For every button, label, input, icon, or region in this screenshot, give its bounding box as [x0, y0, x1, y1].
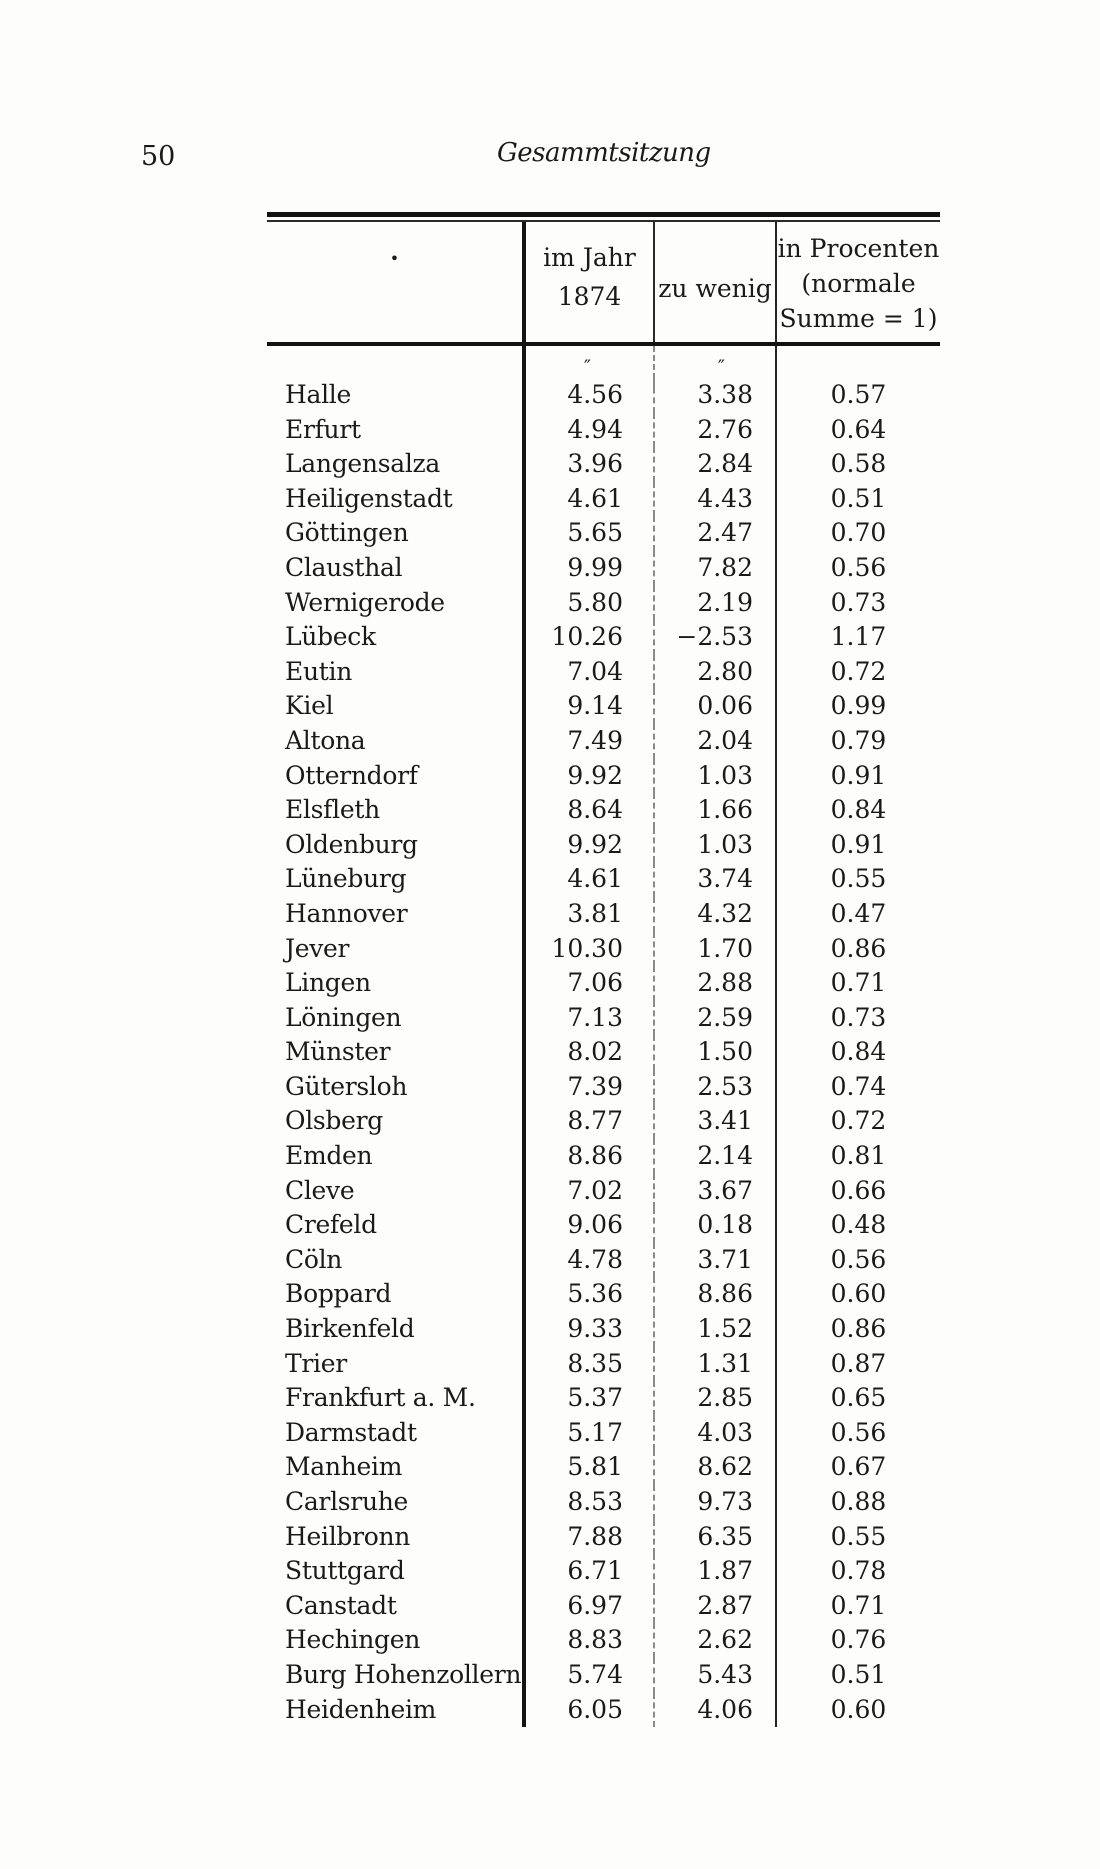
value-zu-wenig-cell: 0.06 — [653, 689, 775, 724]
value-1874-cell: 4.78 — [522, 1243, 653, 1278]
city-name-cell: Otterndorf — [285, 760, 418, 790]
table-row — [267, 689, 940, 724]
value-procent-cell: 0.55 — [775, 862, 940, 897]
table-header-row — [267, 222, 940, 346]
header-empty-cell — [267, 222, 522, 342]
city-name-cell: Langensalza — [285, 449, 441, 479]
table-row — [267, 413, 940, 448]
city-name-cell: Münster — [285, 1037, 391, 1067]
table-row — [267, 1208, 940, 1243]
city-name-cell: Löningen — [285, 1002, 402, 1032]
table-row — [267, 1693, 940, 1728]
value-1874-cell: 9.14 — [522, 689, 653, 724]
value-procent-cell: 0.56 — [775, 1416, 940, 1451]
value-1874-cell: 6.71 — [522, 1554, 653, 1589]
header-procenten-line1: in Procenten — [777, 234, 940, 263]
city-name-cell: Göttingen — [285, 518, 409, 548]
city-name-cell: Hannover — [285, 898, 408, 928]
value-procent-cell: 0.84 — [775, 1035, 940, 1070]
value-procent-cell: 0.99 — [775, 689, 940, 724]
table-top-double-rule — [267, 212, 940, 222]
table-row — [267, 551, 940, 586]
city-name-cell: Burg Hohenzollern — [285, 1659, 522, 1689]
value-procent-cell: 1.17 — [775, 620, 940, 655]
table-row — [267, 1035, 940, 1070]
table-row — [267, 1520, 940, 1555]
value-procent-cell: 0.88 — [775, 1485, 940, 1520]
value-procent-cell: 0.74 — [775, 1070, 940, 1105]
value-procent-cell: 0.91 — [775, 828, 940, 863]
value-procent-cell: 0.48 — [775, 1208, 940, 1243]
value-zu-wenig-cell: 6.35 — [653, 1520, 775, 1555]
header-procenten-cell — [775, 222, 940, 342]
table-row — [267, 1104, 940, 1139]
city-name-cell: Lübeck — [285, 622, 376, 652]
header-zu-wenig-label: zu wenig — [658, 274, 772, 303]
city-name-cell: Erfurt — [285, 414, 361, 444]
table-row — [267, 1450, 940, 1485]
city-name-cell: Heidenheim — [285, 1694, 437, 1724]
value-procent-cell: 0.60 — [775, 1277, 940, 1312]
city-name-cell: Cleve — [285, 1175, 355, 1205]
value-zu-wenig-cell: 1.31 — [653, 1347, 775, 1382]
value-procent-cell: 0.72 — [775, 655, 940, 690]
table-row — [267, 1623, 940, 1658]
table-row — [267, 447, 940, 482]
table-row — [267, 897, 940, 932]
city-name-cell: Wernigerode — [285, 587, 445, 617]
value-procent-cell: 0.76 — [775, 1623, 940, 1658]
value-zu-wenig-cell: 1.03 — [653, 759, 775, 794]
value-procent-cell: 0.73 — [775, 586, 940, 621]
table-row — [267, 655, 940, 690]
value-1874-cell: 8.02 — [522, 1035, 653, 1070]
value-1874-cell: 9.92 — [522, 759, 653, 794]
table-row — [267, 1589, 940, 1624]
value-1874-cell: 6.05 — [522, 1693, 653, 1728]
value-1874-cell: 4.61 — [522, 482, 653, 517]
value-1874-cell: 5.17 — [522, 1416, 653, 1451]
value-1874-cell: 8.35 — [522, 1347, 653, 1382]
city-name-cell: Heiligenstadt — [285, 483, 453, 513]
value-zu-wenig-cell: 7.82 — [653, 551, 775, 586]
value-zu-wenig-cell: 1.03 — [653, 828, 775, 863]
value-procent-cell: 0.55 — [775, 1520, 940, 1555]
value-zu-wenig-cell: 2.62 — [653, 1623, 775, 1658]
city-name-cell: Trier — [285, 1348, 347, 1378]
value-procent-cell: 0.73 — [775, 1001, 940, 1036]
table-row — [267, 620, 940, 655]
value-1874-cell: 7.49 — [522, 724, 653, 759]
value-1874-cell: 7.04 — [522, 655, 653, 690]
city-name-cell: Frankfurt a. M. — [285, 1383, 476, 1413]
value-1874-cell: 5.65 — [522, 516, 653, 551]
header-procenten-line2: (normale — [801, 269, 916, 298]
table-row — [267, 1416, 940, 1451]
value-zu-wenig-cell: 3.41 — [653, 1104, 775, 1139]
table-row — [267, 724, 940, 759]
city-name-cell: Darmstadt — [285, 1417, 417, 1447]
value-procent-cell: 0.56 — [775, 1243, 940, 1278]
header-zu-wenig-cell — [653, 222, 775, 342]
value-1874-cell: 6.97 — [522, 1589, 653, 1624]
table-row — [267, 932, 940, 967]
unit-mark-row — [267, 346, 940, 378]
value-1874-cell: 3.96 — [522, 447, 653, 482]
value-procent-cell: 0.47 — [775, 897, 940, 932]
city-name-cell: Olsberg — [285, 1106, 383, 1136]
value-1874-cell: 9.92 — [522, 828, 653, 863]
value-zu-wenig-cell: 1.52 — [653, 1312, 775, 1347]
value-1874-cell: 5.80 — [522, 586, 653, 621]
value-1874-cell: 4.61 — [522, 862, 653, 897]
city-name-cell: Heilbronn — [285, 1521, 411, 1551]
table-row — [267, 1001, 940, 1036]
value-1874-cell: 4.94 — [522, 413, 653, 448]
value-procent-cell: 0.56 — [775, 551, 940, 586]
value-zu-wenig-cell: 4.32 — [653, 897, 775, 932]
city-name-cell: Carlsruhe — [285, 1487, 409, 1516]
table-row — [267, 1312, 940, 1347]
value-procent-cell: 0.60 — [775, 1693, 940, 1728]
value-procent-cell: 0.81 — [775, 1139, 940, 1174]
value-procent-cell: 0.67 — [775, 1450, 940, 1485]
value-procent-cell: 0.64 — [775, 413, 940, 448]
table-row — [267, 1347, 940, 1382]
table-row — [267, 482, 940, 517]
table-row — [267, 1243, 940, 1278]
value-procent-cell: 0.79 — [775, 724, 940, 759]
value-procent-cell: 0.65 — [775, 1381, 940, 1416]
value-procent-cell: 0.66 — [775, 1174, 940, 1209]
page-heading: Gesammtsitzung — [497, 138, 711, 168]
value-1874-cell: 10.26 — [522, 620, 653, 655]
value-zu-wenig-cell: 4.06 — [653, 1693, 775, 1728]
data-table — [267, 212, 940, 1727]
value-1874-cell: 7.39 — [522, 1070, 653, 1105]
value-procent-cell: 0.72 — [775, 1104, 940, 1139]
value-zu-wenig-cell: 1.50 — [653, 1035, 775, 1070]
value-zu-wenig-cell: 2.85 — [653, 1381, 775, 1416]
page-number: 50 — [141, 141, 176, 172]
value-1874-cell: 4.56 — [522, 378, 653, 413]
city-name-cell: Manheim — [285, 1452, 403, 1482]
value-1874-cell: 8.64 — [522, 793, 653, 828]
value-procent-cell: 0.58 — [775, 447, 940, 482]
value-zu-wenig-cell: −2.53 — [653, 620, 775, 655]
city-name-cell: Halle — [285, 380, 351, 409]
ditto-mark-zu-wenig: ″ — [653, 346, 775, 388]
table-row — [267, 828, 940, 863]
table-row — [267, 1174, 940, 1209]
header-dot: • — [389, 249, 400, 268]
value-zu-wenig-cell: 3.38 — [653, 378, 775, 413]
value-1874-cell: 8.83 — [522, 1623, 653, 1658]
value-1874-cell: 5.81 — [522, 1450, 653, 1485]
value-zu-wenig-cell: 9.73 — [653, 1485, 775, 1520]
value-procent-cell: 0.71 — [775, 966, 940, 1001]
value-zu-wenig-cell: 2.84 — [653, 447, 775, 482]
value-zu-wenig-cell: 2.80 — [653, 655, 775, 690]
value-procent-cell: 0.51 — [775, 482, 940, 517]
value-1874-cell: 5.36 — [522, 1277, 653, 1312]
value-1874-cell: 5.37 — [522, 1381, 653, 1416]
value-procent-cell: 0.86 — [775, 932, 940, 967]
value-procent-cell: 0.78 — [775, 1554, 940, 1589]
value-zu-wenig-cell: 2.04 — [653, 724, 775, 759]
table-row — [267, 1485, 940, 1520]
value-1874-cell: 3.81 — [522, 897, 653, 932]
value-1874-cell: 5.74 — [522, 1658, 653, 1693]
city-name-cell: Boppard — [285, 1279, 392, 1309]
value-zu-wenig-cell: 3.74 — [653, 862, 775, 897]
value-1874-cell: 8.53 — [522, 1485, 653, 1520]
table-row — [267, 1277, 940, 1312]
value-zu-wenig-cell: 2.14 — [653, 1139, 775, 1174]
header-procenten-line3: Summe = 1) — [779, 304, 938, 333]
table-row — [267, 759, 940, 794]
value-procent-cell: 0.71 — [775, 1589, 940, 1624]
value-1874-cell: 7.88 — [522, 1520, 653, 1555]
value-zu-wenig-cell: 2.76 — [653, 413, 775, 448]
table-row — [267, 862, 940, 897]
value-zu-wenig-cell: 1.66 — [653, 793, 775, 828]
value-zu-wenig-cell: 3.71 — [653, 1243, 775, 1278]
table-row — [267, 516, 940, 551]
table-row — [267, 1070, 940, 1105]
table-row — [267, 1139, 940, 1174]
value-zu-wenig-cell: 2.47 — [653, 516, 775, 551]
table-row — [267, 1381, 940, 1416]
value-zu-wenig-cell: 2.19 — [653, 586, 775, 621]
value-procent-cell: 0.51 — [775, 1658, 940, 1693]
value-procent-cell: 0.91 — [775, 759, 940, 794]
header-im-jahr-cell — [522, 222, 653, 342]
table-row — [267, 1658, 940, 1693]
city-name-cell: Oldenburg — [285, 829, 418, 859]
city-name-cell: Lüneburg — [285, 864, 407, 894]
value-zu-wenig-cell: 1.87 — [653, 1554, 775, 1589]
city-name-cell: Elsfleth — [285, 795, 380, 825]
table-row — [267, 586, 940, 621]
city-name-cell: Emden — [285, 1141, 373, 1171]
value-procent-cell: 0.70 — [775, 516, 940, 551]
value-zu-wenig-cell: 8.86 — [653, 1277, 775, 1312]
ditto-mark-jahr: ″ — [522, 346, 653, 388]
city-name-cell: Lingen — [285, 968, 371, 998]
city-name-cell: Birkenfeld — [285, 1314, 415, 1344]
city-name-cell: Kiel — [285, 691, 334, 721]
value-zu-wenig-cell: 2.53 — [653, 1070, 775, 1105]
value-procent-cell: 0.84 — [775, 793, 940, 828]
value-1874-cell: 7.02 — [522, 1174, 653, 1209]
table-row — [267, 378, 940, 413]
value-1874-cell: 9.06 — [522, 1208, 653, 1243]
value-1874-cell: 9.33 — [522, 1312, 653, 1347]
value-procent-cell: 0.87 — [775, 1347, 940, 1382]
city-name-cell: Jever — [285, 933, 350, 963]
value-zu-wenig-cell: 0.18 — [653, 1208, 775, 1243]
value-procent-cell: 0.57 — [775, 378, 940, 413]
table-row — [267, 966, 940, 1001]
value-1874-cell: 10.30 — [522, 932, 653, 967]
value-1874-cell: 7.13 — [522, 1001, 653, 1036]
value-1874-cell: 9.99 — [522, 551, 653, 586]
table-body — [267, 378, 940, 1727]
value-zu-wenig-cell: 2.87 — [653, 1589, 775, 1624]
value-zu-wenig-cell: 4.03 — [653, 1416, 775, 1451]
city-name-cell: Clausthal — [285, 552, 403, 582]
value-zu-wenig-cell: 1.70 — [653, 932, 775, 967]
table-row — [267, 1554, 940, 1589]
value-zu-wenig-cell: 8.62 — [653, 1450, 775, 1485]
value-1874-cell: 8.86 — [522, 1139, 653, 1174]
value-1874-cell: 7.06 — [522, 966, 653, 1001]
city-name-cell: Canstadt — [285, 1590, 397, 1620]
city-name-cell: Gütersloh — [285, 1071, 408, 1101]
value-zu-wenig-cell: 3.67 — [653, 1174, 775, 1209]
header-im-jahr-line1: im Jahr — [543, 243, 636, 272]
value-zu-wenig-cell: 5.43 — [653, 1658, 775, 1693]
table-row — [267, 793, 940, 828]
header-im-jahr-line2: 1874 — [557, 282, 622, 311]
value-procent-cell: 0.86 — [775, 1312, 940, 1347]
city-name-cell: Cöln — [285, 1244, 343, 1274]
city-name-cell: Stuttgard — [285, 1556, 405, 1586]
city-name-cell: Altona — [285, 725, 366, 755]
value-1874-cell: 8.77 — [522, 1104, 653, 1139]
value-zu-wenig-cell: 4.43 — [653, 482, 775, 517]
city-name-cell: Eutin — [285, 656, 352, 686]
value-zu-wenig-cell: 2.88 — [653, 966, 775, 1001]
city-name-cell: Crefeld — [285, 1210, 377, 1240]
city-name-cell: Hechingen — [285, 1625, 420, 1655]
value-zu-wenig-cell: 2.59 — [653, 1001, 775, 1036]
